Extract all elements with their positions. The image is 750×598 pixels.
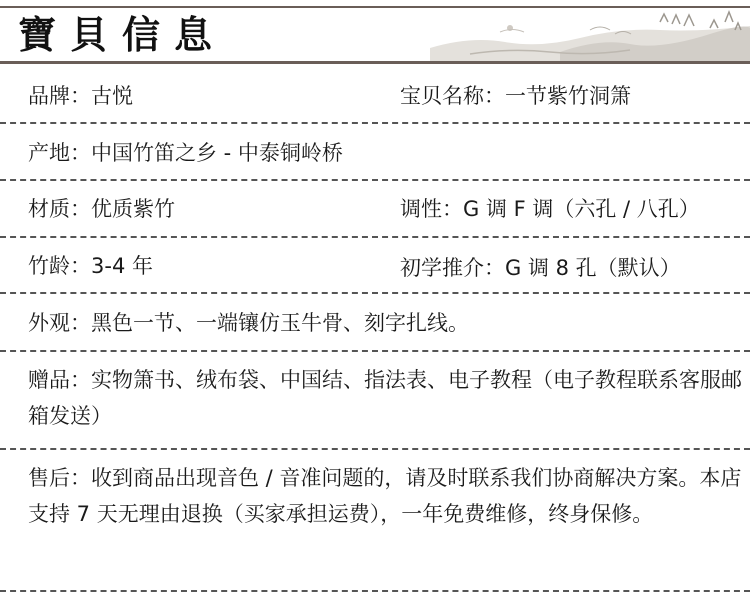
row-divider — [0, 350, 750, 352]
page-title: 寶貝信息 — [18, 12, 227, 57]
beginner-recommendation-text: 初学推介：G 调 8 孔（默认） — [400, 256, 681, 280]
row-divider — [0, 448, 750, 450]
row-divider — [0, 122, 750, 124]
header-bottom-rule — [0, 61, 750, 64]
row-divider — [0, 590, 750, 592]
after-sales-text: 售后：收到商品出现音色 / 音准问题的，请及时联系我们协商解决方案。本店支持 7 天无理由退换（买家承担运费），一年免费维修，终身保修。 — [28, 466, 742, 526]
brand-text: 品牌：古悦 — [28, 84, 133, 108]
material-text: 材质：优质紫竹 — [28, 197, 175, 221]
landscape-painting-icon — [410, 8, 750, 62]
row-divider — [0, 292, 750, 294]
product-name-text: 宝贝名称：一节紫竹洞箫 — [400, 84, 631, 108]
appearance-text: 外观：黑色一节、一端镶仿玉牛骨、刻字扎线。 — [28, 311, 469, 335]
bamboo-age-text: 竹龄：3-4 年 — [28, 254, 153, 278]
row-divider — [0, 236, 750, 238]
tonality-text: 调性：G 调 F 调（六孔 / 八孔） — [400, 197, 700, 221]
header-banner — [0, 0, 750, 66]
row-divider — [0, 179, 750, 181]
gifts-text: 赠品：实物箫书、绒布袋、中国结、指法表、电子教程（电子教程联系客服邮箱发送） — [28, 368, 742, 428]
origin-text: 产地：中国竹笛之乡 - 中泰铜岭桥 — [28, 141, 343, 165]
